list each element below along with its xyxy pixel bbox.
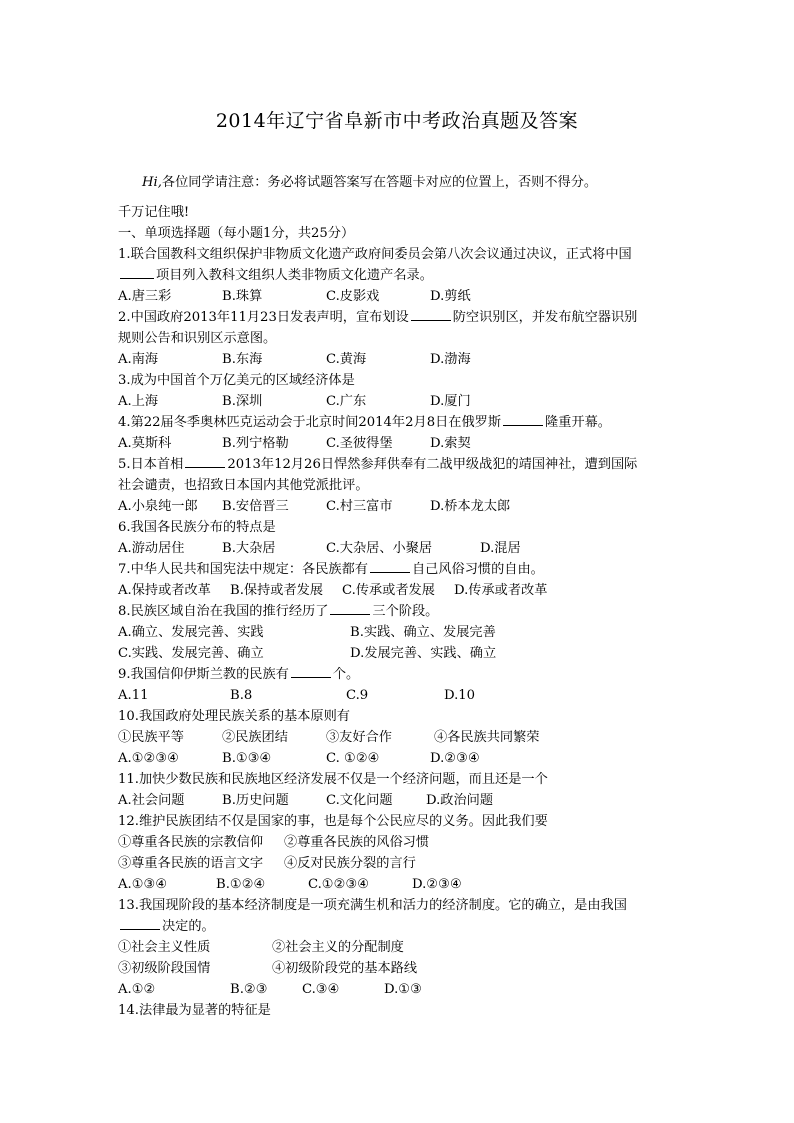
item-2: ②尊重各民族的风俗习惯 [284, 835, 430, 850]
question-10: 10.我国政府处理民族关系的基本原则有 [118, 709, 350, 724]
question-8-options-1 [118, 622, 678, 643]
question-13-options [118, 979, 678, 1000]
option-c: C.传承或者发展 [342, 583, 435, 598]
option-a: A.小泉纯一郎 [118, 499, 198, 514]
option-d: D.发展完善、实践、确立 [350, 646, 497, 661]
option-a: A.11 [118, 688, 149, 703]
question-8 [118, 601, 678, 622]
answer-blank [291, 665, 331, 678]
option-b: B.①③④ [222, 751, 272, 766]
question-13-items-2 [118, 958, 678, 979]
question-8-options-2 [118, 643, 678, 664]
notice-text: 各位同学请注意：务必将试题答案写在答题卡对应的位置上，否则不得分。 [161, 175, 598, 190]
item-4: ④反对民族分裂的言行 [284, 856, 416, 871]
option-b: B.②③ [230, 982, 268, 997]
option-b: B.珠算 [222, 289, 263, 304]
question-12-options [118, 874, 678, 895]
item-1: ①尊重各民族的宗教信仰 [118, 835, 264, 850]
option-b: B.大杂居 [222, 541, 276, 556]
question-1-text: 项目列入教科文组织人类非物质文化遗产名录。 [156, 268, 433, 283]
question-4-text-2: 隆重开幕。 [545, 415, 611, 430]
option-c: C.实践、发展完善、确立 [118, 646, 264, 661]
document-body [118, 172, 678, 1021]
option-a: A.唐三彩 [118, 289, 172, 304]
question-9-options [118, 685, 678, 706]
option-b: B.①②④ [216, 877, 266, 892]
question-2-cont: 规则公告和识别区示意图。 [118, 331, 277, 346]
question-2-options [118, 349, 678, 370]
option-c: C. ①②④ [326, 751, 380, 766]
option-d: D.②③④ [412, 877, 462, 892]
option-d: D.渤海 [430, 352, 471, 367]
question-4-options [118, 433, 678, 454]
option-a: A.游动居住 [118, 541, 185, 556]
option-c: C.黄海 [326, 352, 367, 367]
question-2 [118, 307, 678, 328]
question-6-options [118, 538, 678, 559]
question-13-text: 决定的。 [162, 919, 215, 934]
question-2-text-2: 防空识别区，并发布航空器识别 [452, 310, 638, 325]
item-2: ②社会主义的分配制度 [272, 940, 404, 955]
question-14: 14.法律最为显著的特征是 [118, 1003, 271, 1018]
question-2-text: 2.中国政府2013年11月23日发表声明，宣布划设 [118, 310, 409, 325]
option-c: C.圣彼得堡 [326, 436, 393, 451]
question-13: 13.我国现阶段的基本经济制度是一项充满生机和活力的经济制度。它的确立，是由我国 [118, 898, 627, 913]
option-d: D.索契 [430, 436, 471, 451]
option-a: A.莫斯科 [118, 436, 172, 451]
option-b: B.列宁格勒 [222, 436, 289, 451]
question-5-cont: 社会谴责，也招致日本国内其他党派批评。 [118, 478, 369, 493]
question-12-items-2 [118, 853, 678, 874]
question-12: 12.维护民族团结不仅是国家的事，也是每个公民应尽的义务。因此我们要 [118, 814, 548, 829]
option-a: A.社会问题 [118, 793, 185, 808]
question-11: 11.加快少数民族和民族地区经济发展不仅是一个经济问题，而且还是一个 [118, 772, 548, 787]
option-b: B.历史问题 [222, 793, 289, 808]
section-heading: 一、单项选择题（每小题1分，共25分） [118, 226, 355, 241]
option-c: C.村三富市 [326, 499, 393, 514]
question-3: 3.成为中国首个万亿美元的区域经济体是 [118, 373, 355, 388]
answer-blank [185, 455, 225, 468]
answer-blank [411, 308, 451, 321]
option-c: C.大杂居、小聚居 [326, 541, 433, 556]
option-b: B.安倍晋三 [222, 499, 289, 514]
answer-blank [120, 917, 160, 930]
question-5-text-2: 2013年12月26日悍然参拜供奉有二战甲级战犯的靖国神社，遭到国际 [227, 457, 638, 472]
question-11-options [118, 790, 678, 811]
option-d: D.10 [444, 688, 476, 703]
answer-blank [120, 266, 154, 279]
option-b: B.保持或者发展 [230, 583, 324, 598]
option-c: C.文化问题 [326, 793, 393, 808]
option-a: A.保持或者改革 [118, 583, 211, 598]
option-d: D.传承或者改革 [454, 583, 548, 598]
option-b: B.实践、确立、发展完善 [350, 625, 496, 640]
answer-blank [370, 560, 410, 573]
item-1: ①社会主义性质 [118, 940, 211, 955]
item-4: ④各民族共同繁荣 [434, 730, 540, 745]
notice-hi: Hi, [142, 175, 162, 190]
option-d: D.桥本龙太郎 [430, 499, 511, 514]
option-d: D.混居 [480, 541, 521, 556]
question-5 [118, 454, 678, 475]
page-title: 2014年辽宁省阜新市中考政治真题及答案 [215, 110, 579, 132]
question-3-options [118, 391, 678, 412]
item-3: ③友好合作 [326, 730, 392, 745]
item-4: ④初级阶段党的基本路线 [272, 961, 418, 976]
item-3: ③初级阶段国情 [118, 961, 211, 976]
option-c: C.皮影戏 [326, 289, 380, 304]
option-c: C.①②③④ [308, 877, 370, 892]
question-7-text: 7.中华人民共和国宪法中规定：各民族都有 [118, 562, 368, 577]
option-b: B.8 [230, 688, 253, 703]
question-4-text: 4.第22届冬季奥林匹克运动会于北京时间2014年2月8日在俄罗斯 [118, 415, 502, 430]
question-13-items-1 [118, 937, 678, 958]
question-7 [118, 559, 678, 580]
question-13-cont [118, 916, 678, 937]
question-10-options [118, 748, 678, 769]
question-10-items [118, 727, 678, 748]
question-7-options [118, 580, 678, 601]
question-4 [118, 412, 678, 433]
question-1-cont [118, 265, 678, 286]
question-8-text-2: 三个阶段。 [372, 604, 439, 619]
question-8-text: 8.民族区域自治在我国的推行经历了 [118, 604, 329, 619]
option-d: D.①③ [384, 982, 422, 997]
item-1: ①民族平等 [118, 730, 184, 745]
option-a: A.①② [118, 982, 156, 997]
item-3: ③尊重各民族的语言文字 [118, 856, 264, 871]
question-9 [118, 664, 678, 685]
answer-blank [503, 413, 543, 426]
option-b: B.东海 [222, 352, 263, 367]
option-d: D.②③④ [430, 751, 480, 766]
option-a: A.①②③④ [118, 751, 180, 766]
option-a: A.①③④ [118, 877, 168, 892]
question-9-text: 9.我国信仰伊斯兰教的民族有 [118, 667, 289, 682]
option-b: B.深圳 [222, 394, 263, 409]
answer-blank [330, 602, 370, 615]
option-a: A.上海 [118, 394, 159, 409]
question-7-text-2: 自己风俗习惯的自由。 [411, 562, 544, 577]
option-c: C.广东 [326, 394, 367, 409]
item-2: ②民族团结 [222, 730, 288, 745]
question-1-options [118, 286, 678, 307]
question-9-text-2: 个。 [332, 667, 360, 682]
question-12-items-1 [118, 832, 678, 853]
option-d: D.厦门 [430, 394, 471, 409]
option-a: A.确立、发展完善、实践 [118, 625, 264, 640]
question-1: 1.联合国教科文组织保护非物质文化遗产政府间委员会第八次会议通过决议，正式将中国 [118, 247, 632, 262]
remember-text: 千万记住哦! [118, 205, 190, 220]
question-5-options [118, 496, 678, 517]
option-d: D.政治问题 [426, 793, 494, 808]
option-a: A.南海 [118, 352, 159, 367]
notice [118, 172, 678, 193]
question-6: 6.我国各民族分布的特点是 [118, 520, 276, 535]
option-c: C.③④ [302, 982, 340, 997]
question-5-text: 5.日本首相 [118, 457, 184, 472]
option-c: C.9 [346, 688, 369, 703]
option-d: D.剪纸 [430, 289, 471, 304]
